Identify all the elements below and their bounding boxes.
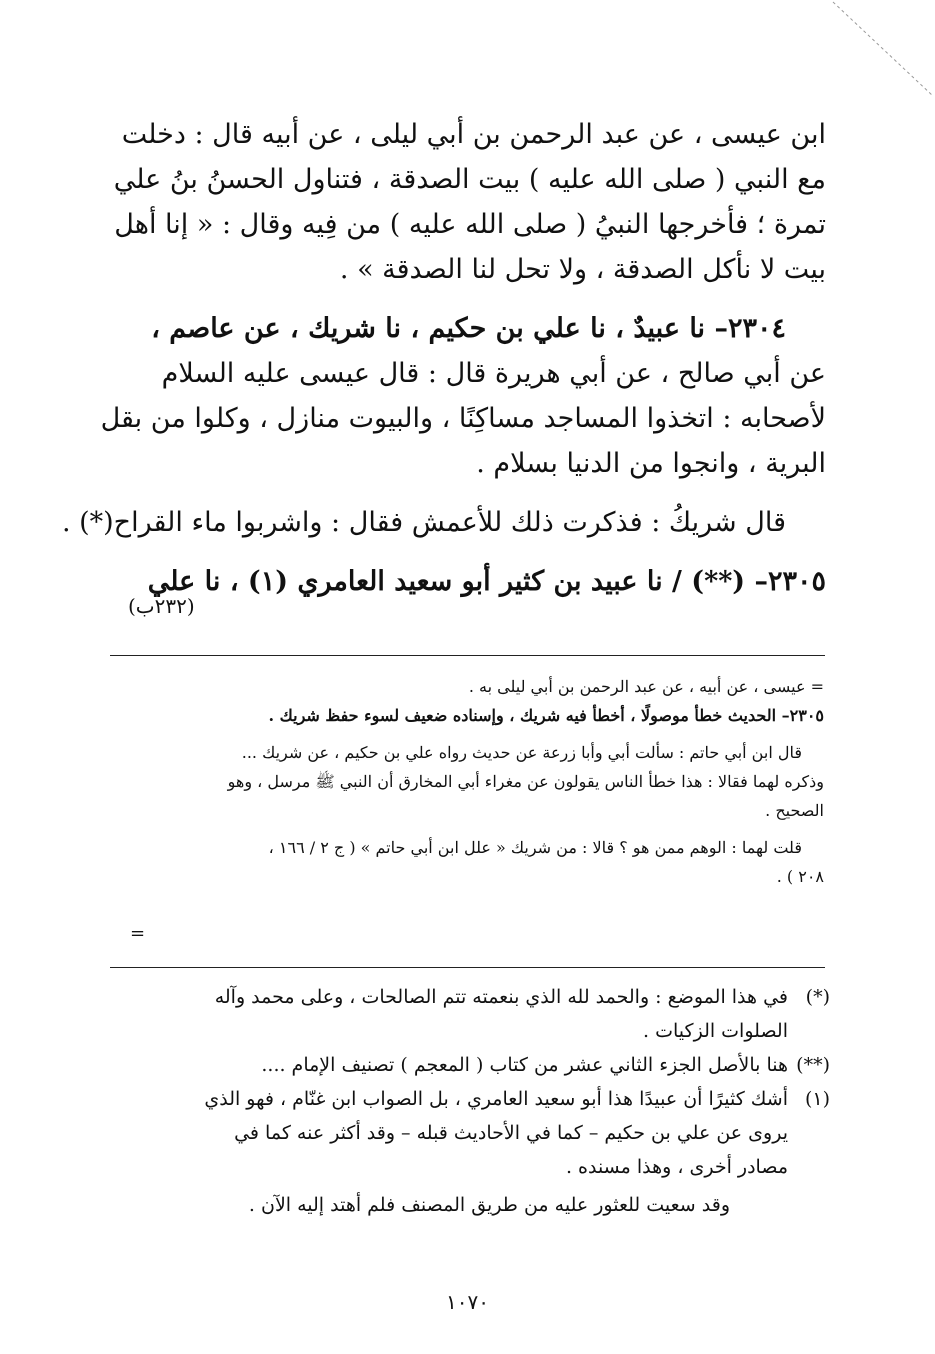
text-line: البرية ، وانجوا من الدنيا بسلام . [476,448,826,479]
manuscript-folio-marker: (٢٣٢ب) [128,594,195,618]
commentary-line: قلت لهما : الوهم ممن هو ؟ قالا : من شريك « علل ابن أبي حاتم » ( ج ٢ / ١٦٦ ، [268,838,802,857]
separator-rule [110,967,825,968]
footnotes-block [118,980,830,1222]
text-line: عن أبي صالح ، عن أبي هريرة قال : قال عيسى عليه السلام [161,358,826,389]
commentary-line: = عيسى ، عن أبيه ، عن عبد الرحمن بن أبي ليلى به . [468,677,824,696]
footnote [118,980,830,1014]
paragraph-hadith-continuation [113,112,826,292]
footnote-final-note: وقد سعيت للعثور عليه من طريق المصنف فلم أهتد إليه الآن . [248,1194,730,1216]
paragraph-sharik-note [61,500,826,545]
footnote-text: في هذا الموضع : والحمد لله الذي بنعمته تتم الصالحات ، وعلى محمد وآله [214,986,788,1008]
footnote-marker: (*) [805,986,830,1008]
footnote [118,1048,830,1082]
commentary-line: قال ابن أبي حاتم : سألت أبي وأبا زرعة عن حديث رواه علي بن حكيم ، عن شريك ... [241,743,802,762]
footnote-text: أشك كثيرًا أن عبيدًا هذا أبو سعيد العامري ، بل الصواب ابن غنّام ، فهو الذي [204,1088,788,1110]
text-line: تمرة ؛ فأخرجها النبيُ ( صلى الله عليه ) من فِيه وقال : « إنا أهل [114,209,826,240]
text-line: مع النبي ( صلى الله عليه ) بيت الصدقة ، فتناول الحسنُ بنُ علي [113,164,826,195]
separator-rule [110,655,825,656]
main-text-block [61,112,826,618]
footnote-text: مصادر أخرى ، وهذا مسنده . [565,1156,788,1178]
commentary-line: الصحيح . [765,801,824,820]
text-line: ابن عيسى ، عن عبد الرحمن بن أبي ليلى ، عن أبيه قال : دخلت [121,119,826,150]
paragraph-hadith-2304 [100,306,826,486]
hadith-heading-line: ٢٣٠٤– نا عبيدٌ ، نا علي بن حكيم ، نا شريك ، عن عاصم ، [151,313,786,344]
footnote-text: الصلوات الزكيات . [643,1020,788,1042]
footnote [118,1082,830,1116]
scan-corner-fold [815,0,935,120]
text-line: لأصحابه : اتخذوا المساجد مساكِنًا ، والبيوت منازل ، وكلوا من بقل [100,403,826,434]
footnote-marker: (**) [796,1054,830,1076]
commentary-line: وذكره لهما فقالا : هذا خطأ الناس يقولون عن مغراء أبي المخارق أن النبي ﷺ مرسل ، وهو [227,772,824,791]
footnote-marker: (١) [804,1088,830,1110]
page-number: ١٠٧٠ [446,1290,489,1314]
text-line: بيت لا نأكل الصدقة ، ولا تحل لنا الصدقة » . [339,254,826,285]
commentary-line: ٢٠٨ ) . [776,867,824,886]
paragraph-hadith-2305 [118,559,826,604]
text-line: قال شريكُ : فذكرت ذلك للأعمش فقال : واشربوا ماء القراح(*) . [61,507,786,538]
footnote-text: هنا بالأصل الجزء الثاني عشر من كتاب ( المعجم ) تصنيف الإمام .... [261,1054,788,1076]
footnote-text: يروى عن علي بن حكيم – كما في الأحاديث قبله – وقد أكثر عنه كما في [234,1122,788,1144]
hadith-heading-line: ٢٣٠٥– (**) / نا عبيد بن كثير أبو سعيد العامري (١) ، نا علي [147,566,826,597]
continuation-mark: = [130,923,146,944]
commentary-block [120,672,824,891]
commentary-line: ٢٣٠٥– الحديث خطأ موصولًا ، أخطأ فيه شريك ، وإسناده ضعيف لسوء حفظ شريك . [268,706,824,725]
